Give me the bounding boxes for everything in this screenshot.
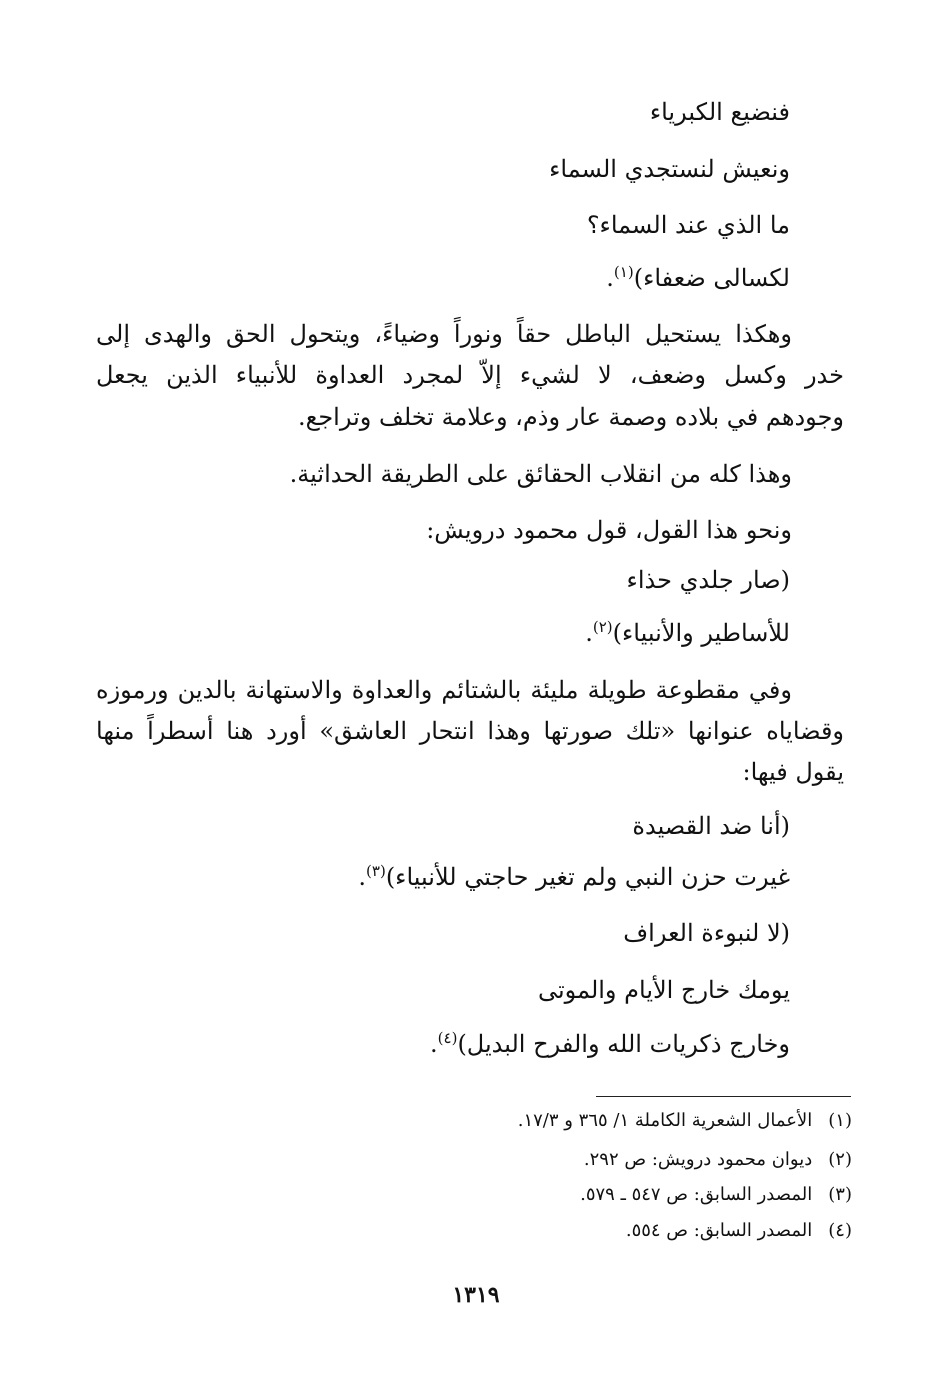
verse-line: وخارج ذكريات الله والفرح البديل)$^{(٤)}$.: [430, 1029, 790, 1058]
verse-line: ونعيش لنستجدي السماء: [549, 155, 790, 183]
page-number: ١٣١٩: [452, 1282, 500, 1308]
paragraph-line: خدر وكسل وضعف، لا لشيء إلاّ لمجرد العداوة للأنبياء الذين يجعل: [96, 361, 844, 389]
verse-line: يومك خارج الأيام والموتى: [537, 976, 790, 1004]
footnote-number: (٣): [828, 1184, 852, 1205]
paragraph-line: وهذا كله من انقلاب الحقائق على الطريقة الحداثية.: [289, 460, 792, 488]
footnote-ref: (١): [613, 263, 634, 281]
verse-line: لكسالى ضعفاء)$^{(١)}$.: [606, 263, 790, 292]
footnote: [300, 1216, 852, 1246]
verse-line: غيرت حزن النبي ولم تغير حاجتي للأنبياء)$^{(٣)}$.: [358, 862, 790, 891]
footnote-divider: [596, 1096, 851, 1097]
footnote-number: (٢): [828, 1149, 852, 1170]
verse-line: للأساطير والأنبياء)$^{(٢)}$.: [585, 618, 790, 647]
verse-line: فنضيع الكبرياء: [649, 98, 790, 126]
footnote-ref: (٤): [437, 1029, 458, 1047]
footnote-text: ديوان محمود درويش: ص ٢٩٢.: [583, 1149, 813, 1170]
paragraph-line: يقول فيها:: [742, 758, 844, 786]
footnote-text: المصدر السابق: ص ٥٤٧ ـ ٥٧٩.: [580, 1184, 813, 1205]
footnote-text: الأعمال الشعرية الكاملة ١/ ٣٦٥ و ١٧/٣.: [517, 1110, 813, 1131]
verse-line: (لا لنبوءة العراف: [623, 919, 790, 947]
verse-line: ما الذي عند السماء؟: [586, 211, 790, 239]
footnote: [300, 1145, 852, 1175]
verse-line: (أنا ضد القصيدة: [632, 812, 790, 840]
footnote-text: المصدر السابق: ص ٥٥٤.: [625, 1220, 813, 1241]
footnote-ref: (٣): [366, 862, 386, 880]
footnote-number: (١): [828, 1110, 852, 1131]
footnote-number: (٤): [828, 1220, 852, 1241]
paragraph-line: وهكذا يستحيل الباطل حقاً ونوراً وضياءً، ويتحول الحق والهدى إلى: [96, 320, 792, 348]
paragraph-line: ونحو هذا القول، قول محمود درويش:: [426, 516, 792, 544]
footnote: [300, 1180, 852, 1210]
verse-line: (صار جلدي حذاء: [626, 566, 790, 594]
footnote-ref: (٢): [592, 618, 613, 636]
paragraph-line: وفي مقطوعة طويلة مليئة بالشتائم والعداوة والاستهانة بالدين ورموزه: [96, 676, 792, 704]
paragraph-line: وجودهم في بلاده وصمة عار وذم، وعلامة تخلف وتراجع.: [297, 403, 844, 431]
footnote: [300, 1106, 852, 1136]
paragraph-line: وقضاياه عنوانها «تلك صورتها وهذا انتحار العاشق» أورد هنا أسطراً منها: [96, 717, 844, 745]
